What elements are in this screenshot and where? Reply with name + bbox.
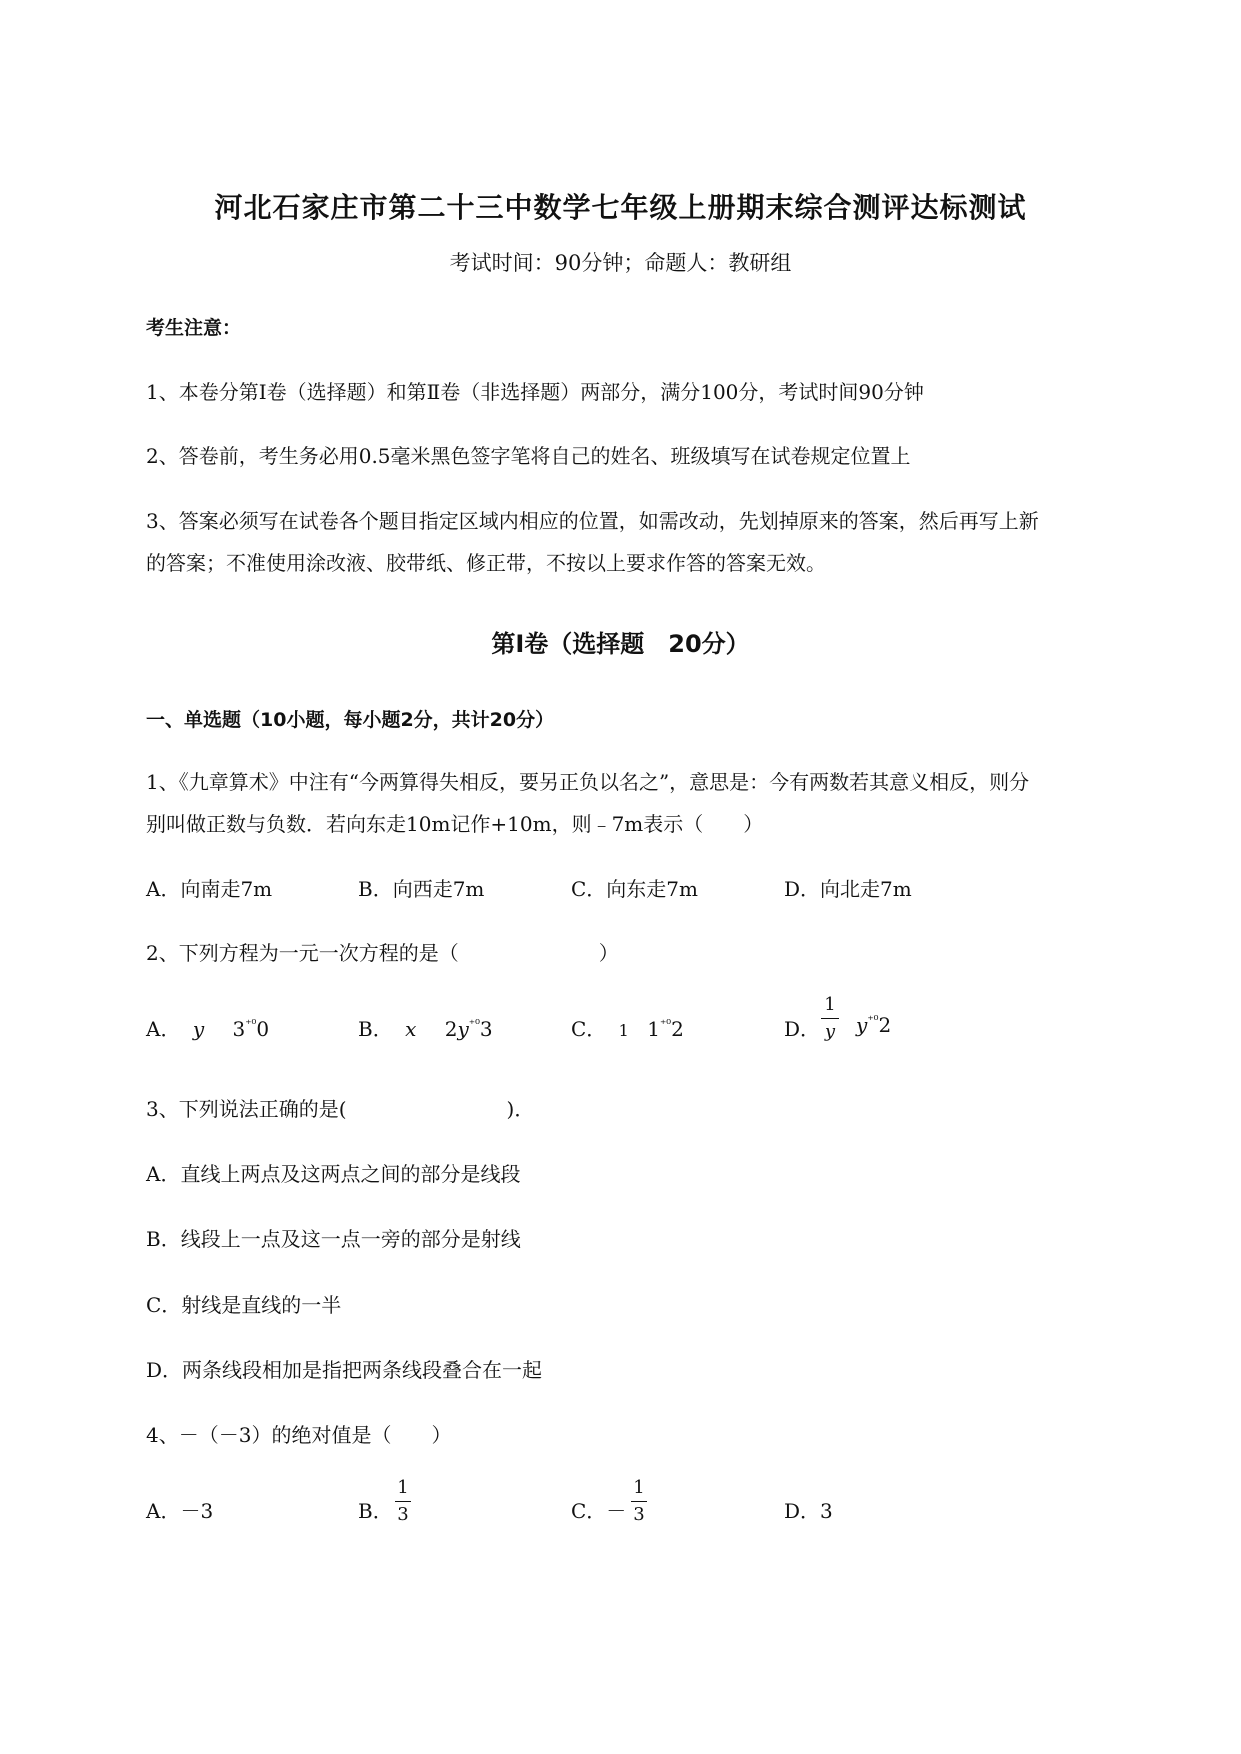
garbled-symbol: ⁺⁰: [867, 1013, 879, 1027]
math-variable: y: [457, 1017, 469, 1041]
option-label: C．: [571, 1017, 607, 1041]
question-3-option-a: A．直线上两点及这两点之间的部分是线段: [146, 1162, 521, 1186]
fraction-bar: [395, 1501, 411, 1502]
question-2-option-b: [358, 1013, 493, 1042]
fraction-denominator: y: [824, 1021, 836, 1042]
question-1-line-1: 1、《九章算术》中注有“今两算得失相反，要另正负以名之”，意思是：今有两数若其意义相反，则分: [146, 770, 1030, 794]
fraction-denominator: 3: [633, 1504, 645, 1525]
notice-item-3-cont: 的答案；不准使用涂改液、胶带纸、修正带，不按以上要求作答的答案无效。: [146, 551, 826, 575]
question-2-option-d-label: D．: [784, 1017, 821, 1041]
math-number: 2: [878, 1013, 892, 1037]
notice-item-3: 3、答案必须写在试卷各个题目指定区域内相应的位置，如需改动，先划掉原来的答案，然后再写上新: [146, 509, 1039, 533]
question-2-option-a: [146, 1013, 269, 1042]
notice-label: 考生注意：: [146, 317, 242, 339]
math-number: 2: [671, 1017, 684, 1041]
math-variable: y: [192, 1017, 205, 1041]
exam-subtitle: 考试时间：90分钟；命题人：教研组: [449, 251, 792, 275]
question-3-option-b: B．线段上一点及这一点一旁的部分是射线: [146, 1227, 521, 1251]
question-4-option-b-fraction: [395, 1477, 411, 1526]
question-1-option-b: B．向西走7m: [358, 877, 485, 901]
question-3-stem: 3、下列说法正确的是( )．: [146, 1097, 535, 1121]
notice-item-2: 2、答卷前，考生务必用0.5毫米黑色签字笔将自己的姓名、班级填写在试卷规定位置上: [146, 444, 911, 468]
question-4-option-c-fraction: [631, 1477, 647, 1526]
math-number: 3: [232, 1017, 246, 1041]
fraction-bar: [631, 1501, 647, 1502]
question-3-option-d: D．两条线段相加是指把两条线段叠合在一起: [146, 1358, 543, 1382]
math-number: 3: [479, 1017, 493, 1041]
question-4-option-a: A．－3: [146, 1499, 214, 1523]
math-number: 1: [647, 1017, 660, 1041]
question-4-option-d: D．3: [784, 1499, 833, 1523]
fraction-numerator: 1: [397, 1477, 409, 1498]
question-4-stem: 4、－（－3）的绝对值是（ ）: [146, 1423, 452, 1447]
question-1-line-2: 别叫做正数与负数．若向东走10m记作+10m，则﹣7m表示（ ）: [146, 812, 764, 836]
math-variable: y: [856, 1013, 868, 1037]
fraction-numerator: 1: [633, 1477, 645, 1498]
question-1-option-d: D．向北走7m: [784, 877, 912, 901]
garbled-symbol: ⁺⁰: [659, 1017, 672, 1031]
fraction-denominator: 3: [397, 1504, 409, 1525]
garbled-symbol: ⁺⁰: [245, 1017, 257, 1031]
math-number: 0: [256, 1017, 270, 1041]
garbled-symbol: ⁺⁰: [468, 1017, 480, 1031]
option-label: B．: [358, 1017, 393, 1041]
question-2-option-c: [571, 1013, 684, 1042]
math-variable: x: [405, 1017, 417, 1041]
question-3-option-c: C．射线是直线的一半: [146, 1293, 342, 1317]
question-2-option-d-rest: [856, 1013, 891, 1037]
fraction-numerator: 1: [824, 994, 836, 1015]
exam-title: 河北石家庄市第二十三中数学七年级上册期末综合测评达标测试: [214, 191, 1027, 224]
section-title: 第Ⅰ卷（选择题 20分）: [491, 630, 750, 658]
notice-item-1: 1、本卷分第Ⅰ卷（选择题）和第Ⅱ卷（非选择题）两部分，满分100分，考试时间90分钟: [146, 380, 924, 404]
question-2-option-d-fraction: [821, 994, 839, 1043]
math-abs-bar: 1: [618, 1021, 629, 1040]
math-number: 2: [444, 1017, 458, 1041]
question-1-option-c: C．向东走7m: [571, 877, 698, 901]
option-label: A．: [146, 1017, 181, 1041]
question-4-option-c-label: C．－: [571, 1499, 627, 1523]
question-1-option-a: A．向南走7m: [146, 877, 273, 901]
section-subheading: 一、单选题（10小题，每小题2分，共计20分）: [146, 709, 555, 731]
fraction-bar: [821, 1018, 839, 1019]
question-2-stem: 2、下列方程为一元一次方程的是（ ）: [146, 941, 619, 965]
question-4-option-b-label: B．: [358, 1499, 393, 1523]
